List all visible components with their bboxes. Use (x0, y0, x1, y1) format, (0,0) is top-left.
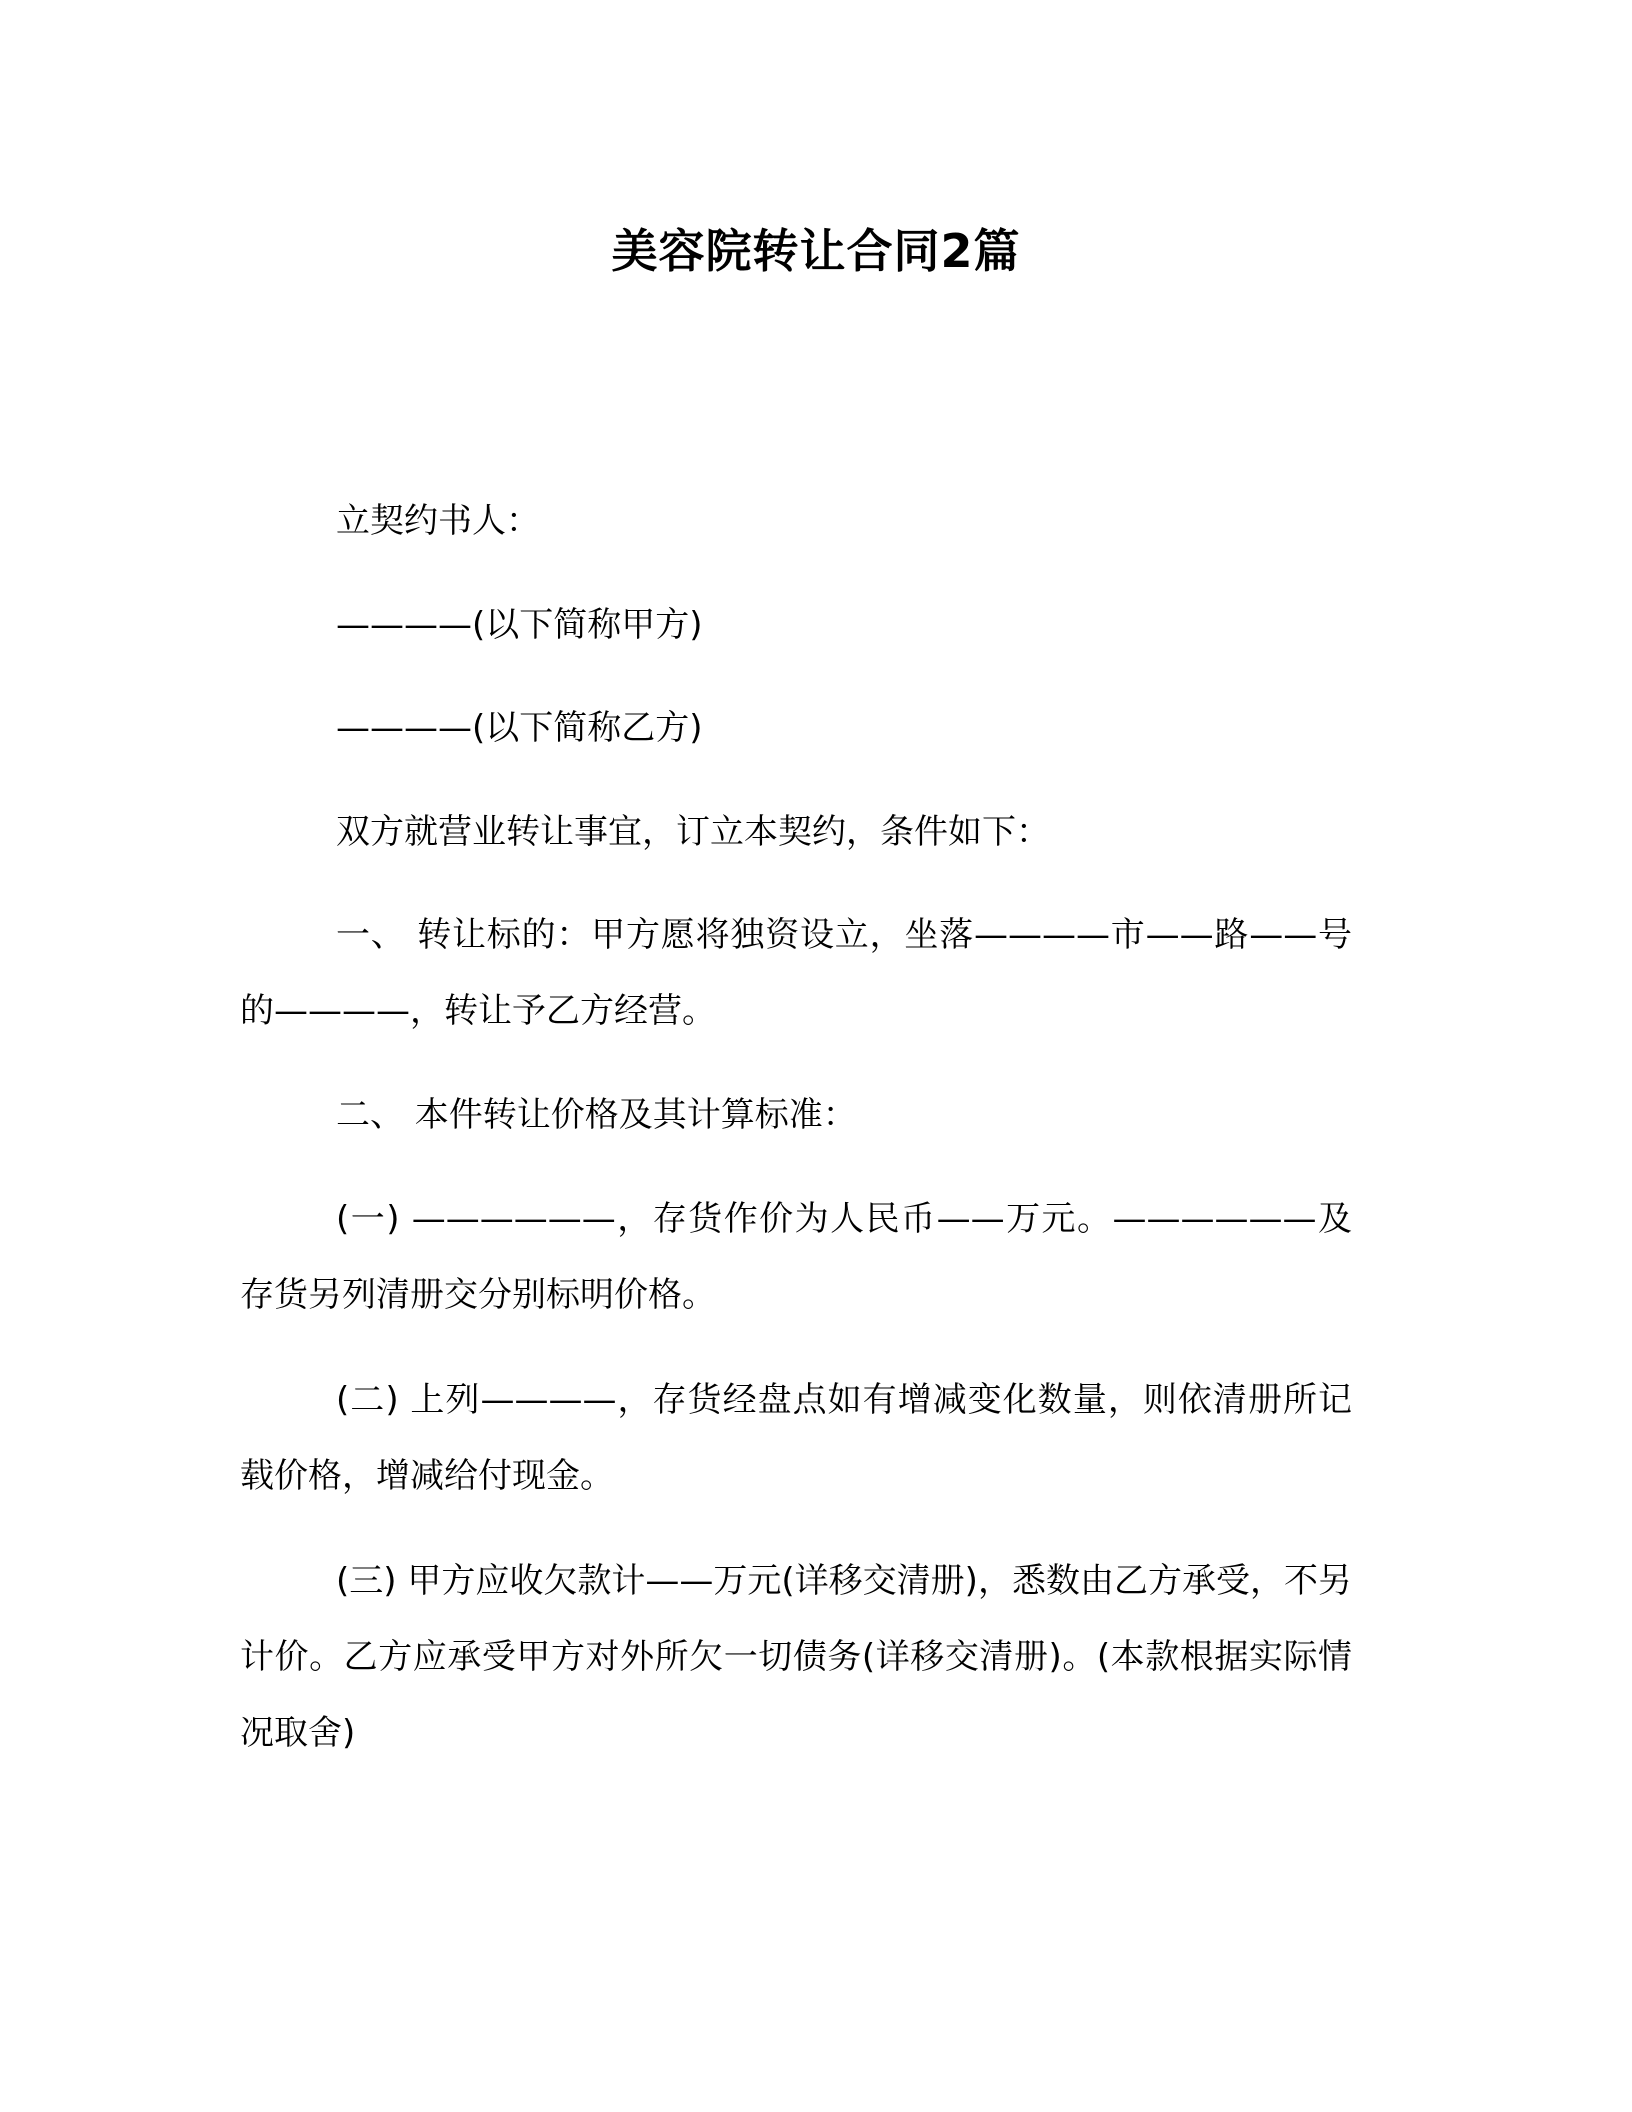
document-title: 美容院转让合同2篇 (611, 224, 1021, 278)
paragraph-9-wrap (240, 1543, 1352, 1771)
paragraph-8-wrap (240, 1362, 1352, 1514)
paragraph-party-b: ————(以下简称乙方) (336, 708, 703, 748)
paragraph-1-wrap (240, 483, 1352, 559)
paragraph-intro: 双方就营业转让事宜，订立本契约，条件如下： (336, 812, 1050, 852)
paragraph-signatories: 立契约书人： (336, 501, 540, 541)
paragraph-article-2: 二、 本件转让价格及其计算标准： (336, 1095, 857, 1135)
paragraph-2-wrap (240, 587, 1352, 663)
paragraph-4-wrap (240, 794, 1352, 870)
paragraph-7-wrap (240, 1181, 1352, 1333)
paragraph-article-1: 一、 转让标的：甲方愿将独资设立，坐落————市——路——号的————，转让予乙方经营。 (240, 915, 1352, 1031)
paragraph-6-wrap (240, 1077, 1352, 1153)
paragraph-party-a: ————(以下简称甲方) (336, 605, 703, 645)
paragraph-5-wrap (240, 897, 1352, 1049)
paragraph-clause-3: (三) 甲方应收欠款计——万元(详移交清册)，悉数由乙方承受，不另计价。乙方应承受甲方对外所欠一切债务(详移交清册)。(本款根据实际情况取舍) (240, 1561, 1352, 1753)
paragraph-clause-2: (二) 上列————，存货经盘点如有增减变化数量，则依清册所记载价格，增减给付现金。 (240, 1380, 1352, 1496)
paragraph-3-wrap (240, 690, 1352, 766)
paragraph-clause-1: (一) ——————，存货作价为人民币——万元。——————及存货另列清册交分别标明价格。 (240, 1199, 1352, 1315)
